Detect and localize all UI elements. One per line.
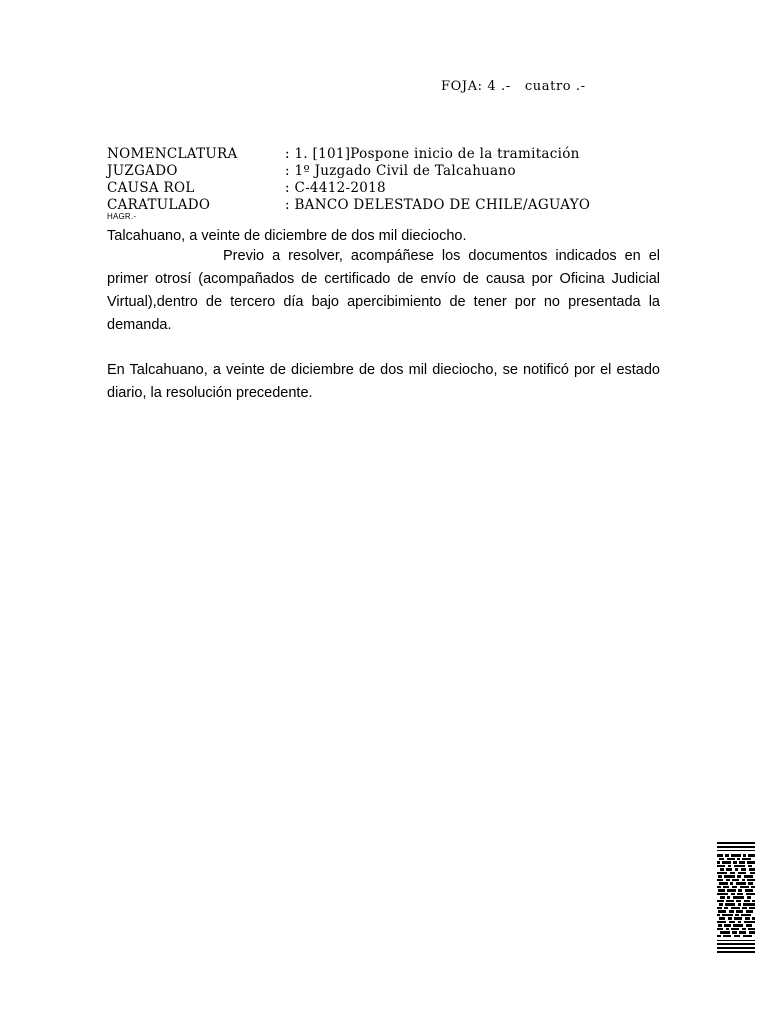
header-value: : 1. [101]Pospone inicio de la tramitación: [285, 146, 580, 162]
date-line: Talcahuano, a veinte de diciembre de dos mil dieciocho.: [107, 228, 467, 244]
foja-number: FOJA: 4 .- cuatro .-: [441, 79, 586, 94]
header-row-causa-rol: [107, 180, 667, 197]
header-label: CARATULADO: [107, 197, 211, 213]
header-row-caratulado: [107, 197, 667, 214]
notification-paragraph: En Talcahuano, a veinte de diciembre de dos mil dieciocho, se notificó por el estado diario, la resolución precedente.: [107, 362, 660, 401]
case-header: [107, 146, 667, 214]
header-value: : BANCO DELESTADO DE CHILE/AGUAYO: [285, 197, 591, 213]
header-value: : 1º Juzgado Civil de Talcahuano: [285, 163, 516, 179]
barcode-image: [717, 842, 755, 954]
header-label: NOMENCLATURA: [107, 146, 238, 162]
header-row-nomenclatura: [107, 146, 667, 163]
resolution-paragraph: Previo a resolver, acompáñese los documentos indicados en el primer otrosí (acompañados de certificado de envío de causa por Oficina Judicial Virtual),dentro de tercero día bajo apercibimiento de tener por no presentada la demanda.: [107, 248, 660, 333]
header-label: CAUSA ROL: [107, 180, 195, 196]
header-value: : C-4412-2018: [285, 180, 386, 196]
header-row-juzgado: [107, 163, 667, 180]
clerk-initials: HAGR.-: [107, 212, 137, 221]
header-label: JUZGADO: [107, 163, 178, 179]
